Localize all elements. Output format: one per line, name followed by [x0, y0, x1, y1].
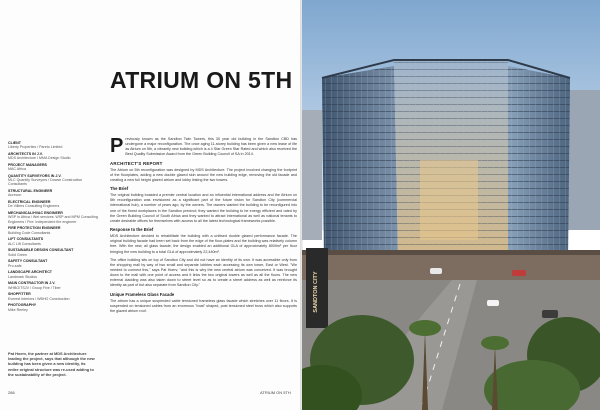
background-tower [302, 110, 322, 240]
drop-cap: P [110, 135, 124, 157]
right-page [302, 0, 600, 410]
sandton-city-sign: SANDTON CITY [313, 271, 319, 313]
credit-role: MECHANICAL/HVAC ENGINEER [8, 211, 63, 216]
credit-item [8, 189, 100, 197]
credit-role: SAFETY CONSULTANT [8, 259, 48, 264]
subsection-heading: Unique Frameless Glass Facade [110, 291, 175, 297]
credit-name: ALC Lift Consultants [8, 241, 41, 246]
credit-name: MLC Quantity Surveyors / Dowse Construction Consultants [8, 178, 83, 187]
credit-name: De Villiers Consulting Engineers [8, 204, 60, 209]
credit-role: STRUCTURAL ENGINEER [8, 189, 53, 194]
body-paragraph: MDS Architecture decided to rehabilitate the building with a unitised double glazed performance facade. The original building facade had been set back from the edge of the floor-plates and the building was relatively column free. With the new, all glass facade, the design enabled an additional GLA of approximately 8000m² per floor bringing the new building to a total GLA of approximately 22,440m². [110, 234, 297, 254]
car [487, 300, 499, 306]
palm-crown [481, 336, 509, 350]
credit-item [8, 259, 100, 267]
credit-item [8, 163, 100, 171]
left-tower-floors [322, 66, 398, 262]
credit-item [8, 248, 100, 256]
credit-role: LANDSCAPE ARCHITECT [8, 270, 52, 275]
body-paragraph: The original building boasted a premier central location and an influential international address and the Atrium on 5th reconfiguration was envisioned as a significant part of the future vision for Sandton City (commercial international hub), a number of years ago, by the owners. The owners wanted the building to be reconfigured into one of the finest workplaces in the Sandton precinct; they wanted the building to be energy efficient and rated by the Green Building Council of South Africa and they wanted to attract international as well as national tenants to create desirable offices for themselves with access to all the latest technological frameworks possible. [110, 193, 297, 223]
pull-quote: Pat Hoerv, the partner at MDS Architecture leading the project, says that although the new building has been given a new identity, its entire original structure was re-used adding to the sustainability of the project. [8, 351, 95, 377]
credit-name: Pro-safe [8, 263, 22, 268]
credit-name: Landmark Studios [8, 274, 37, 279]
atrium-building-photo [302, 0, 600, 410]
article-title: ATRIUM ON 5TH [110, 67, 293, 93]
credit-name: MDS Architecture / MMA Design Studio [8, 156, 71, 161]
credit-role: CLIENT [8, 141, 21, 145]
credit-name: WSP in Africa / Wet services: WSP and MPM Consulting Engineers / Fire: Independent fire engineer [8, 215, 98, 224]
podium-band [302, 250, 600, 255]
running-title: ATRIUM ON 5TH [260, 390, 291, 395]
credit-item [8, 270, 100, 278]
section-heading: ARCHITECT'S REPORT [110, 160, 163, 166]
credit-role: SUSTAINABLE DESIGN CONSULTANT [8, 248, 74, 253]
credit-role: ARCHITECTS IN J.V. [8, 152, 43, 156]
credit-role: QUANTITY SURVEYORS IN J.V. [8, 174, 62, 178]
credit-item [8, 226, 100, 234]
credit-item [8, 152, 100, 160]
credit-role: LIFT CONSULTANTS [8, 237, 44, 242]
credit-item [8, 200, 100, 208]
credit-role: ELECTRICAL ENGINEER [8, 200, 51, 205]
credit-name: Liberty Properties / Pareto Limited [8, 145, 63, 150]
credit-role: MAIN CONTRACTOR IN J.V. [8, 281, 56, 286]
atrium-glow [420, 160, 478, 240]
palm-crown [409, 320, 441, 336]
body-paragraph: The office building sits on top of Sandton City and did not have an identity of its own. It was accessible only from the shopping mall by way of two small and separate lobbies each accessing its own tower, East or West. "We needed to connect this," says Pat Hoerv, "and this is why the new central atrium was conceived. It was brought down to the mall with one point of access and it links the two original towers as well as all the floors. The new external cladding was also taken down to street level so as to create a street address as well as reinforce its identity as part of but also separate from Sandton City." [110, 257, 297, 288]
credit-name: Building Code Consultants [8, 230, 51, 235]
car [542, 310, 558, 318]
article-body [110, 137, 297, 317]
credit-name: Solid Green [8, 252, 27, 257]
credit-item [8, 303, 100, 311]
page-number: 286 [8, 390, 15, 395]
credit-item [8, 237, 100, 245]
car [430, 268, 442, 274]
car [512, 270, 526, 276]
credit-name: WHBO/TSJV / Group Five / Tiber [8, 285, 61, 290]
right-tower-floors [508, 66, 570, 262]
intro-paragraph [110, 137, 297, 158]
credit-item [8, 174, 100, 187]
body-paragraph: The Atrium on 5th reconfiguration was designed by MDS Architecture. The project involved changing the footprint of the floorplates, adding a new double glazed skin around the new building edge, removing the old facade and creating a new full height glazed atrium and lobby linking the two towers. [110, 167, 297, 182]
project-credits [8, 141, 100, 314]
credit-item [8, 141, 100, 149]
credit-role: SHOPFITTER [8, 292, 31, 297]
intro-text: reviously known as the Sandton Twin Towers, this 30 year old building in the Sandton CBD has undergone a major reconfiguration. The once aging 11-storey building has been given a new lease of life as Atrium on 5th, a vibrantly new building which is a 4 Star Green Star Rated and which also received the Best Quality Submission Award from the Green Building Council of SA in 2014. [125, 137, 297, 157]
credit-name: MAC Africa [8, 167, 26, 172]
subsection-heading: The Brief [110, 186, 129, 192]
credit-name: Mike Reeley [8, 307, 28, 312]
credit-item [8, 292, 100, 300]
credit-name: Everest Interiors / WBHO Construction [8, 296, 70, 301]
credit-role: PROJECT MANAGERS [8, 163, 47, 167]
credit-item [8, 281, 100, 289]
credit-role: PHOTOGRAPHY [8, 303, 37, 308]
credit-item [8, 211, 100, 224]
credit-role: FIRE PROTECTION ENGINEER [8, 226, 61, 231]
credit-name: Aurecon [8, 193, 22, 198]
body-paragraph: The atrium has a unique suspended cable tensioned frameless glass facade which stretches over 11 floors. It is suspended on tensioned cables from an enormous "boat" shaped, post tensioned steel truss which also supports the glazed atrium roof. [110, 298, 297, 313]
subsection-heading: Response to the Brief [110, 227, 154, 233]
